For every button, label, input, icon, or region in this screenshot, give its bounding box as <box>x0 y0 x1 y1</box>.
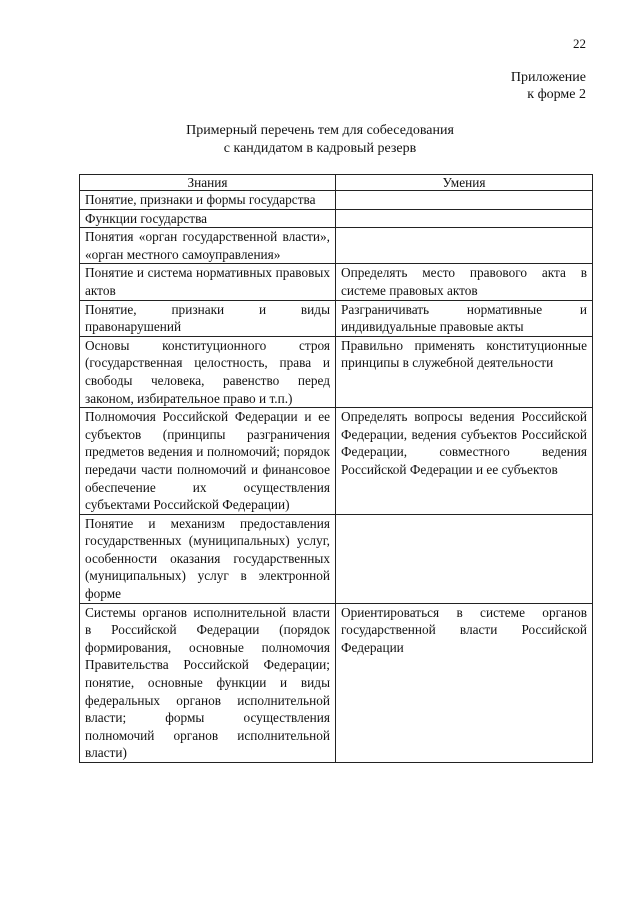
table-row <box>80 336 593 407</box>
appendix-label <box>511 69 586 103</box>
topics-table <box>79 174 593 763</box>
knowledge-cell: Системы органов исполнительной власти в Российской Федерации (порядок формирования, основные полномочия Правительства Российской Федерации; понятие, основные функции и виды федеральных органов исполнительной власти; формы осуществления полномочий органов исполнительной власти) <box>80 603 336 762</box>
title-line-1: Примерный перечень тем для собеседования <box>186 123 454 138</box>
header-knowledge: Знания <box>80 175 336 191</box>
knowledge-cell: Понятие, признаки и формы государства <box>80 191 336 210</box>
skill-cell: Разграничивать нормативные и индивидуальные правовые акты <box>336 300 593 336</box>
page-number: 22 <box>573 36 586 51</box>
table-row <box>80 264 593 300</box>
skill-cell: Определять вопросы ведения Российской Федерации, ведения субъектов Российской Федерации, совместного ведения Российской Федерации и ее субъектов <box>336 408 593 515</box>
appendix-line-2: к форме 2 <box>527 87 586 102</box>
skill-cell: Определять место правового акта в системе правовых актов <box>336 264 593 300</box>
knowledge-cell: Понятие и система нормативных правовых актов <box>80 264 336 300</box>
title-line-2: с кандидатом в кадровый резерв <box>223 141 417 156</box>
table-header-row <box>80 175 593 191</box>
table-row <box>80 228 593 264</box>
knowledge-cell: Основы конституционного строя (государственная целостность, права и свободы человека, равенство перед законом, избирательное право и т.п.) <box>80 336 336 407</box>
document-title <box>0 122 640 158</box>
skill-cell: Правильно применять конституционные принципы в служебной деятельности <box>336 336 593 407</box>
table-row <box>80 603 593 762</box>
table-row <box>80 209 593 228</box>
skill-cell <box>336 228 593 264</box>
knowledge-cell: Понятие и механизм предоставления государственных (муниципальных) услуг, особенности оказания государственных (муниципальных) услуг в электронной форме <box>80 514 336 603</box>
header-skills: Умения <box>336 175 593 191</box>
skill-cell: Ориентироваться в системе органов государственной власти Российской Федерации <box>336 603 593 762</box>
knowledge-cell: Понятия «орган государственной власти», «орган местного самоуправления» <box>80 228 336 264</box>
knowledge-cell: Полномочия Российской Федерации и ее субъектов (принципы разграничения предметов ведения и полномочий; порядок передачи части полномочий и финансовое обеспечение их осуществления субъектами Российской Федерации) <box>80 408 336 515</box>
knowledge-cell: Функции государства <box>80 209 336 228</box>
skill-cell <box>336 209 593 228</box>
skill-cell <box>336 514 593 603</box>
appendix-line-1: Приложение <box>510 70 586 85</box>
table-row <box>80 191 593 210</box>
skill-cell <box>336 191 593 210</box>
table-row <box>80 408 593 515</box>
knowledge-cell: Понятие, признаки и виды правонарушений <box>80 300 336 336</box>
table-row <box>80 514 593 603</box>
table-row <box>80 300 593 336</box>
